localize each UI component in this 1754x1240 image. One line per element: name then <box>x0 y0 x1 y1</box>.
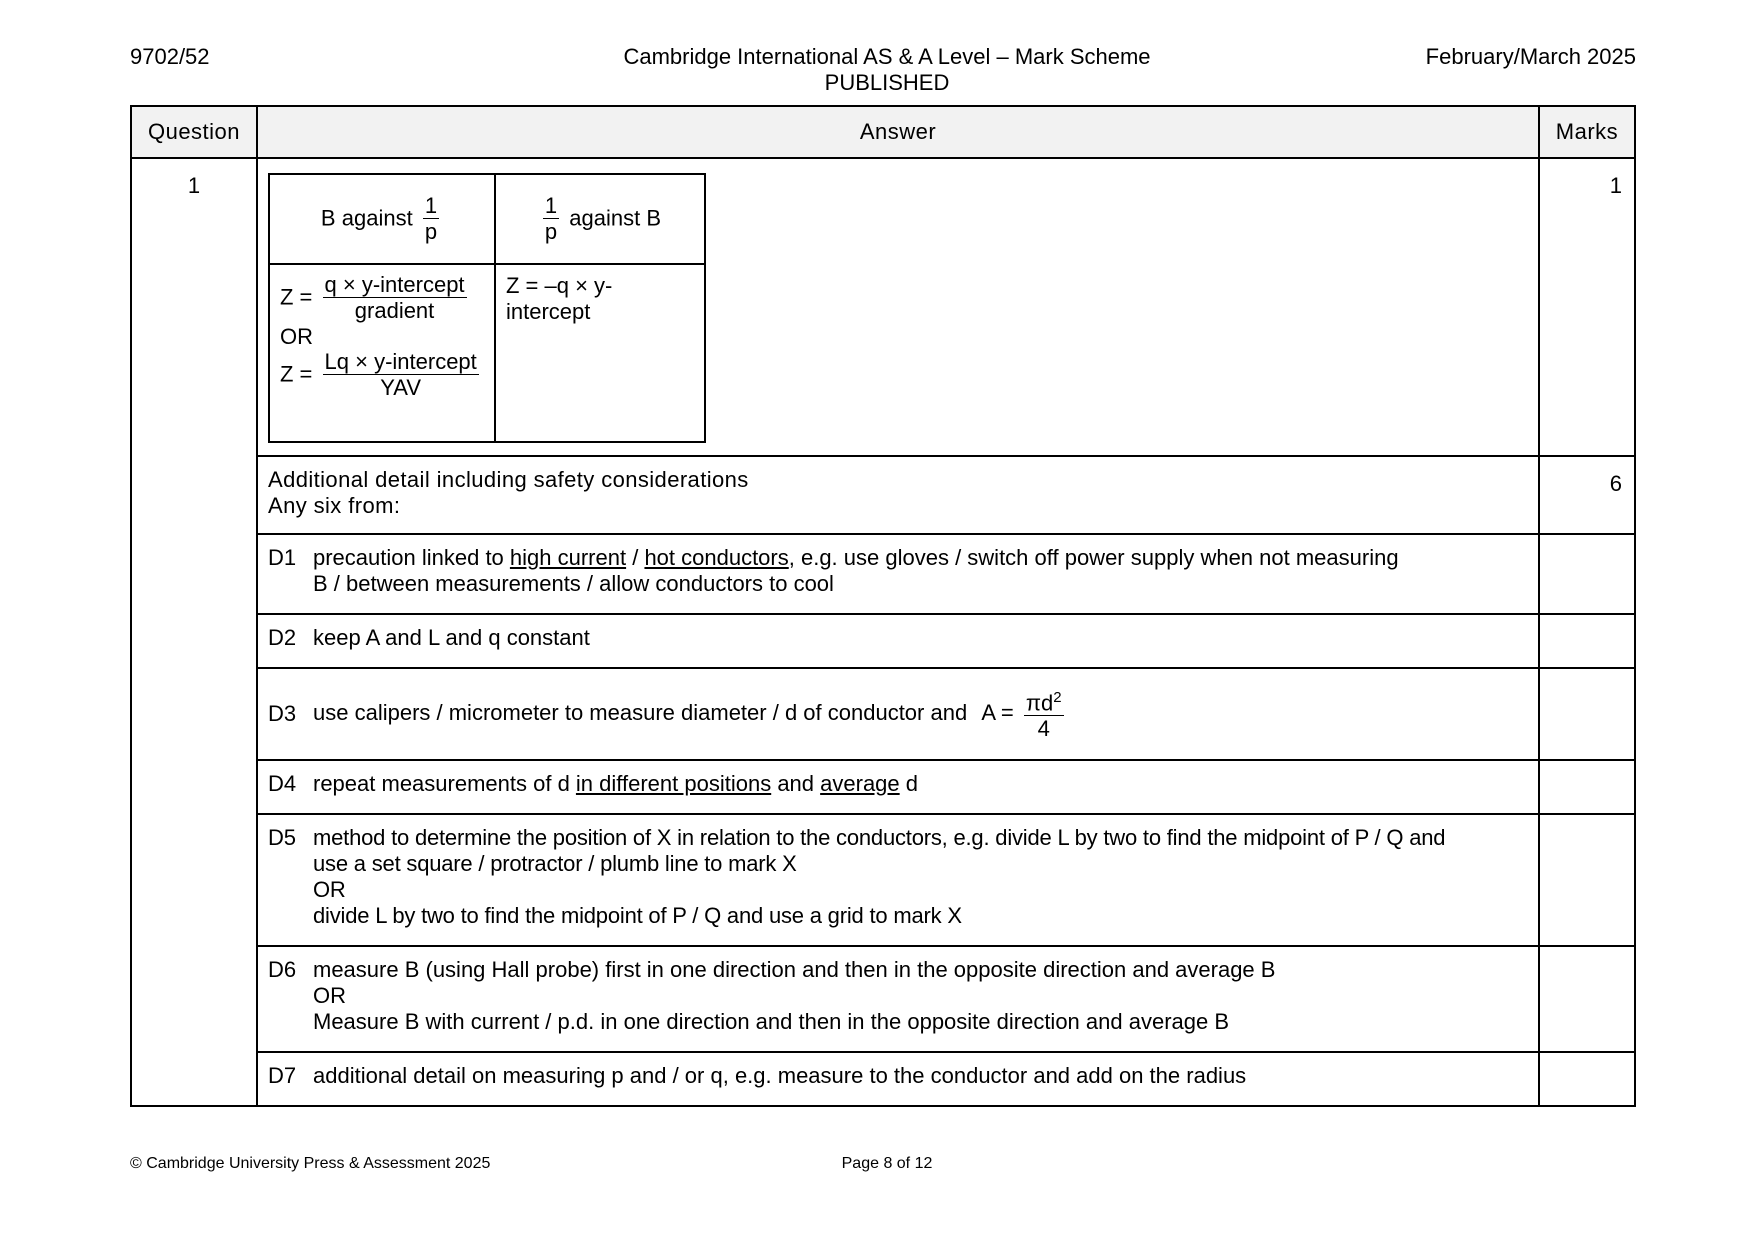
text-part: d <box>899 771 919 796</box>
point-text <box>313 771 1528 797</box>
d2-cell <box>257 614 1539 668</box>
d7-cell <box>257 1052 1539 1106</box>
text-part: B / between measurements / allow conductors to cool <box>313 571 834 596</box>
text-part: method to determine the position of X in relation to the conductors, e.g. divide L by two to find the midpoint of P / Q and <box>313 825 1446 850</box>
marks-empty <box>1539 760 1635 814</box>
frac-den: p <box>424 218 438 244</box>
paper-code: 9702/52 <box>130 44 210 69</box>
marks-empty <box>1539 534 1635 614</box>
fraction <box>1024 686 1064 742</box>
d1-cell <box>257 534 1539 614</box>
text-part: and <box>771 771 821 796</box>
title-text: Cambridge International AS & A Level – Mark Scheme <box>623 44 1151 69</box>
marks-empty <box>1539 814 1635 946</box>
text-part: , e.g. use gloves / switch off power supply when not measuring <box>788 545 1399 570</box>
equation-2 <box>280 350 484 401</box>
text-part: / <box>626 545 645 570</box>
point-text <box>313 686 1528 742</box>
text-part: measure B (using Hall probe) first in one direction and then in the opposite direction and average B <box>313 957 1276 982</box>
frac-num: 1 <box>544 192 558 218</box>
marks-empty <box>1539 614 1635 668</box>
exponent: 2 <box>1053 688 1062 706</box>
frac-num <box>1024 686 1064 716</box>
table-row <box>131 158 1635 456</box>
point-code: D1 <box>268 545 297 570</box>
equation-1 <box>280 273 484 324</box>
published-label: PUBLISHED <box>824 70 950 95</box>
d5-cell <box>257 814 1539 946</box>
frac-den: 4 <box>1037 716 1050 742</box>
graph-options-table <box>268 173 706 443</box>
underlined-text: high current <box>509 545 627 570</box>
point-text: keep A and L and q constant <box>313 625 590 650</box>
or-label: OR <box>313 877 346 902</box>
frac-num: q × y-intercept <box>324 272 465 297</box>
question-number: 1 <box>131 158 257 1106</box>
table-row <box>131 614 1635 668</box>
fraction <box>543 194 559 245</box>
d4-cell <box>257 760 1539 814</box>
underlined-text: hot conductors <box>644 545 789 570</box>
point-code: D6 <box>268 957 297 982</box>
marks-empty <box>1539 1052 1635 1106</box>
marks-header: Marks <box>1539 106 1635 158</box>
additional-detail-cell <box>257 456 1539 534</box>
table-row <box>131 946 1635 1052</box>
table-row <box>131 534 1635 614</box>
eq-lhs: A = <box>981 699 1014 725</box>
or-label: OR <box>313 983 346 1008</box>
marks-empty <box>1539 668 1635 760</box>
additional-title: Additional detail including safety considerations <box>268 467 749 492</box>
or-label: OR <box>280 324 313 349</box>
point-text <box>313 545 1528 597</box>
point-code: D5 <box>268 825 296 850</box>
text-part: Measure B with current / p.d. in one direction and then in the opposite direction and average B <box>313 1009 1230 1034</box>
page-number: Page 8 of 12 <box>841 1155 933 1172</box>
frac-num: Lq × y-intercept <box>324 349 477 374</box>
frac-num: 1 <box>424 192 438 218</box>
answer-header: Answer <box>257 106 1539 158</box>
fraction <box>323 350 479 401</box>
var-b: B <box>320 204 336 230</box>
point-code: D4 <box>268 771 297 796</box>
eq-lhs: Z = <box>280 361 313 387</box>
text-part: use calipers / micrometer to measure diameter / d of conductor and <box>313 699 968 725</box>
option-1-over-p-vs-b <box>495 174 705 264</box>
text-part: use a set square / protractor / plumb line to mark X <box>313 851 797 876</box>
mark-scheme-table <box>130 105 1636 1107</box>
table-header-row <box>131 106 1635 158</box>
marks-value: 6 <box>1539 456 1635 534</box>
text-part: divide L by two to find the midpoint of P / Q and use a grid to mark X <box>313 903 962 928</box>
underlined-text: average <box>820 771 900 796</box>
d6-cell <box>257 946 1539 1052</box>
text-part: precaution linked to <box>313 545 510 570</box>
eq-lhs: Z = <box>280 284 313 310</box>
table-row <box>131 456 1635 534</box>
underlined-text: in different positions <box>575 771 772 796</box>
point-text: additional detail on measuring p and / or q, e.g. measure to the conductor and add on the radius <box>313 1063 1247 1088</box>
graph-answer-cell <box>257 158 1539 456</box>
point-code: D7 <box>268 1063 297 1088</box>
against-word: against <box>341 204 413 230</box>
point-code: D2 <box>268 625 297 650</box>
frac-den: gradient <box>354 298 435 323</box>
option-1-equations <box>269 264 495 442</box>
copyright-notice: © Cambridge University Press & Assessment 2025 <box>130 1155 491 1172</box>
table-row <box>131 1052 1635 1106</box>
pi-d: πd <box>1025 690 1054 716</box>
fraction <box>423 194 439 245</box>
frac-den: p <box>544 218 558 244</box>
fraction <box>323 273 467 324</box>
option-b-vs-1-over-p <box>269 174 495 264</box>
d3-cell <box>257 668 1539 760</box>
text-part: repeat measurements of d <box>313 771 576 796</box>
question-header: Question <box>131 106 257 158</box>
marks-empty <box>1539 946 1635 1052</box>
table-row <box>131 668 1635 760</box>
table-row <box>131 760 1635 814</box>
var-b: B <box>646 204 662 230</box>
option-2-equation <box>495 264 705 442</box>
any-six-label: Any six from: <box>268 493 401 518</box>
point-text <box>313 825 1528 929</box>
table-row <box>131 814 1635 946</box>
equation-3: Z = –q × y-intercept <box>506 273 613 324</box>
marks-value: 1 <box>1539 158 1635 456</box>
point-code: D3 <box>268 700 297 726</box>
point-text <box>313 957 1528 1035</box>
against-word: against <box>569 204 641 230</box>
frac-den: YAV <box>380 375 422 400</box>
exam-session: February/March 2025 <box>1425 44 1636 69</box>
